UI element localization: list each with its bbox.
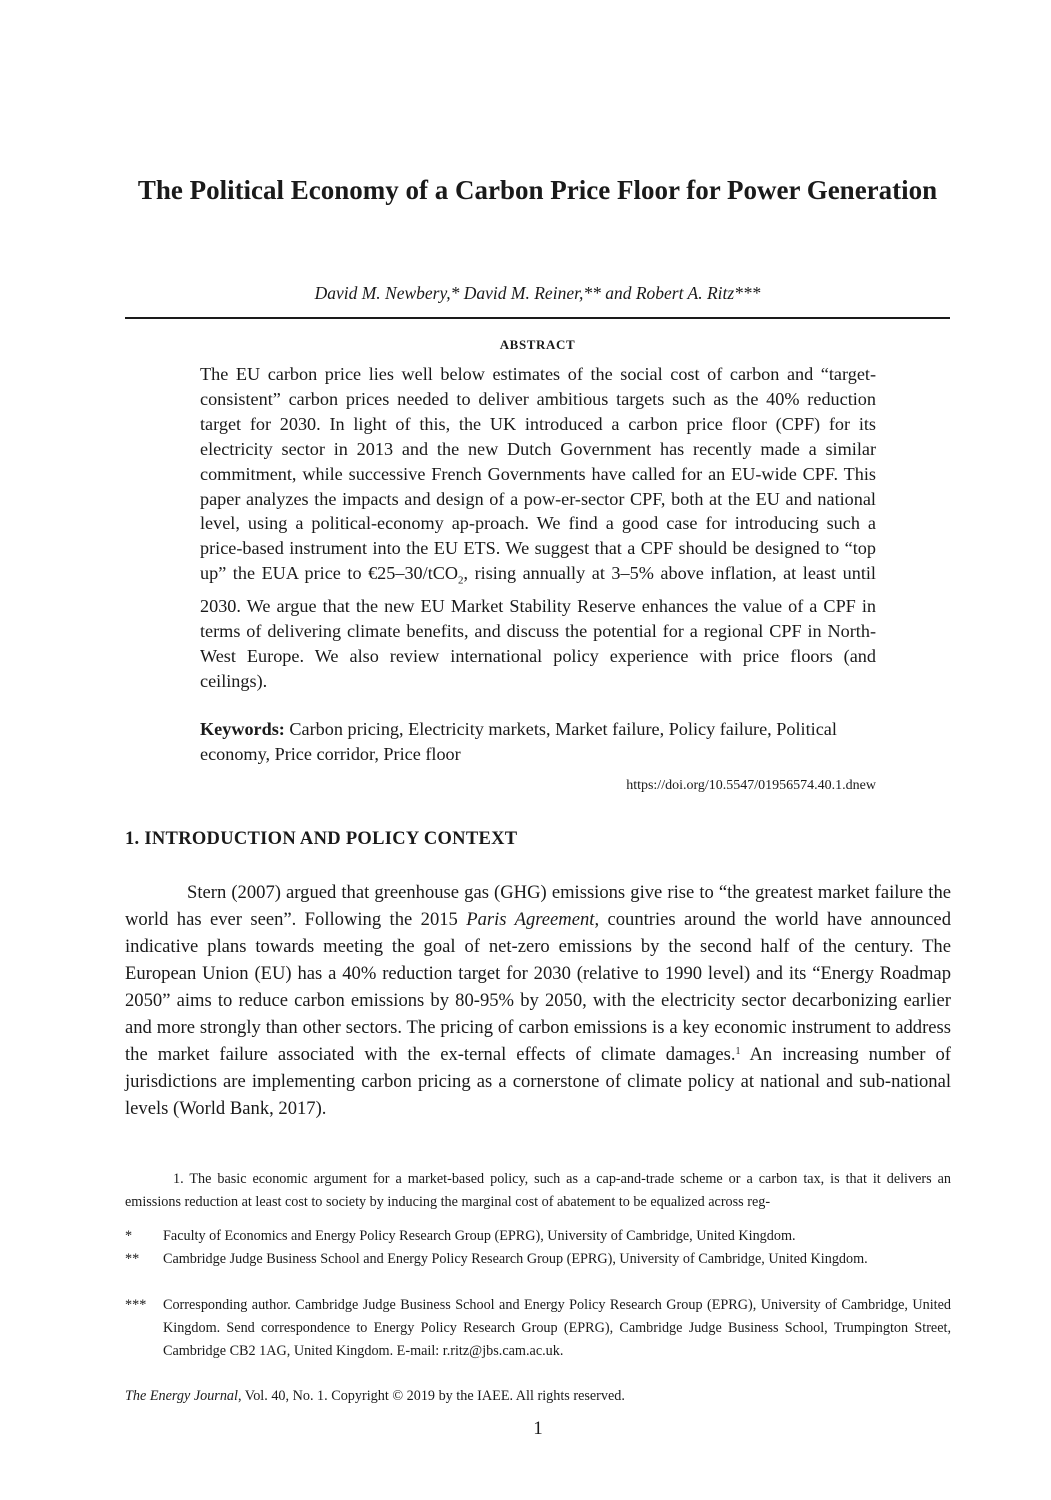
affiliation-text: Corresponding author. Cambridge Judge Business School and Energy Policy Research Group (EPRG), University of Cambridge, United Kingdom. Send correspondence to Energy Policy Research Group (EPRG), Cambridge Judge Business School, Trumpington Street, Cambridge CB2 1AG, United Kingdom. E-mail: r.ritz@jbs.cam.ac.uk. [163,1297,951,1359]
author-list: David M. Newbery,* David M. Reiner,** and Robert A. Ritz*** [314,283,761,303]
abstract-heading: ABSTRACT [499,337,576,352]
journal-name: The Energy Journal [125,1388,238,1404]
footnote-ref[interactable]: 1 [735,1046,741,1057]
affiliation-text: Cambridge Judge Business School and Energy Policy Research Group (EPRG), University of Cambridge, United Kingdom. [163,1251,868,1267]
doi-link[interactable]: https://doi.org/10.5547/01956574.40.1.dnew [626,778,876,793]
page-number: 1 [533,1418,543,1439]
affiliation-2 [125,1248,951,1271]
journal-copyright: , Vol. 40, No. 1. Copyright © 2019 by the IAEE. All rights reserved. [237,1388,625,1404]
abstract-text-part1: The EU carbon price lies well below estimates of the social cost of carbon and “target-consistent” carbon prices needed to deliver ambitious targets such as the 40% reduction target for 2030. In light of this, the UK introduced a carbon price floor (CPF) for its electricity sector in 2013 and the new Dutch Government has recently made a similar commitment, while successive French Governments have called for an EU-wide CPF. This paper analyzes the impacts and design of a pow-er-sector CPF, both at the EU and national level, using a political-economy ap-proach. We find a good case for introducing such a price-based instrument into the EU ETS. We suggest that a CPF should be designed to “top up” the EUA price to €25–30/tCO [200,364,876,584]
intro-paragraph [125,879,951,1122]
section-heading: 1. INTRODUCTION AND POLICY CONTEXT [125,829,518,849]
affiliation-3 [125,1294,951,1363]
title-divider [125,317,950,319]
affiliation-mark: ** [125,1251,140,1267]
abstract-text [200,362,876,693]
affiliation-mark: * [125,1228,133,1244]
keywords-label: Keywords: [200,719,285,739]
affiliation-text: Faculty of Economics and Energy Policy Research Group (EPRG), University of Cambridge, United Kingdom. [163,1228,796,1244]
keywords-list: Carbon pricing, Electricity markets, Market failure, Policy failure, Political economy, Price corridor, Price floor [200,719,837,764]
intro-text-part1: Stern (2007) argued that greenhouse gas (GHG) emissions give rise to “the greatest market failure the world has ever seen”. Following the 2015 [125,882,951,930]
footnote-1: 1. The basic economic argument for a market-based policy, such as a cap-and-trade scheme or a carbon tax, is that it delivers an emissions reduction at least cost to society by inducing the marginal cost of abatement to be equalized across reg- [125,1171,951,1210]
abstract-text-part2: , rising annually at 3–5% above inflation, at least until 2030. We argue that the new EU Market Stability Reserve enhances the value of a CPF in terms of delivering climate benefits, and discuss the potential for a regional CPF in North-West Europe. We also review international policy experience with price floors (and ceilings). [200,563,876,691]
intro-text-italic: Paris Agreement [466,909,595,930]
journal-footer [125,1386,951,1406]
affiliation-mark: *** [125,1297,147,1313]
intro-text-part2: , countries around the world have announced indicative plans towards meeting the goal of net-zero emissions by the second half of the century. The European Union (EU) has a 40% reduction target for 2030 (relative to 1990 level) and its “Energy Roadmap 2050” aims to reduce carbon emissions by 80-95% by 2050, with the electricity sector decarbonizing earlier and more strongly than other sectors. The pricing of carbon emissions is a key economic instrument to address the market failure associated with the ex-ternal effects of climate damages. [125,909,951,1065]
affiliation-1 [125,1225,951,1248]
paper-title: The Political Economy of a Carbon Price Floor for Power Generation [137,175,938,205]
keywords [200,717,876,767]
intro-text-part3: An increasing number of jurisdictions are implementing carbon pricing as a cornerstone of climate policy at national and sub-national levels (World Bank, 2017). [125,1044,951,1119]
co2-subscript: 2 [458,574,464,587]
